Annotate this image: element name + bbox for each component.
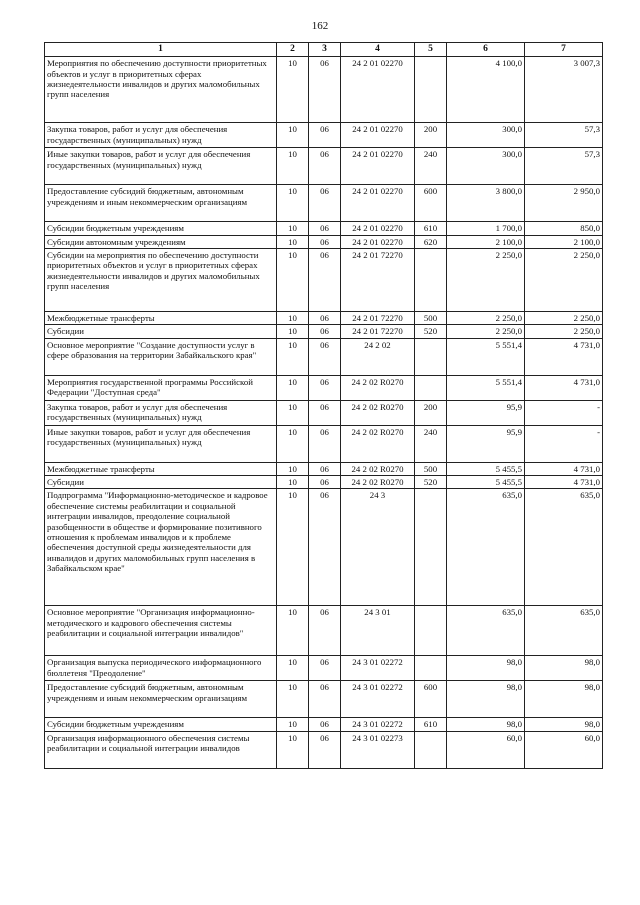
row-target-code-cell: 24 2 02 R0270 bbox=[341, 462, 415, 475]
row-section-cell: 10 bbox=[277, 185, 309, 222]
row-executed-amount-cell: 850,0 bbox=[525, 222, 603, 235]
row-planned-amount-cell: 60,0 bbox=[447, 731, 525, 768]
row-section-cell: 10 bbox=[277, 235, 309, 248]
table-row bbox=[45, 718, 603, 731]
row-executed-amount-cell: 635,0 bbox=[525, 489, 603, 606]
row-section-cell: 10 bbox=[277, 606, 309, 656]
row-planned-amount-cell: 98,0 bbox=[447, 656, 525, 681]
row-section-cell: 10 bbox=[277, 123, 309, 148]
row-expense-type-cell bbox=[415, 489, 447, 606]
row-expense-type-cell: 200 bbox=[415, 123, 447, 148]
column-header: 5 bbox=[415, 43, 447, 57]
row-executed-amount-cell: 2 250,0 bbox=[525, 248, 603, 311]
row-expense-type-cell: 500 bbox=[415, 462, 447, 475]
row-name-cell: Подпрограмма "Информационно-методическое и кадровое обеспечение системы реабилитации и социальной интеграции инвалидов, преодоление социальной разобщенности в обществе и формирование позитивного отношения к проблемам инвалидов и к проблеме обеспечения доступной среды жизнедеятельности для инвалидов и других маломобильных групп населения в Забайкальском крае" bbox=[45, 489, 277, 606]
row-name-cell: Предоставление субсидий бюджетным, автономным учреждениям и иным некоммерческим организациям bbox=[45, 185, 277, 222]
row-section-cell: 10 bbox=[277, 462, 309, 475]
table-row bbox=[45, 606, 603, 656]
row-subsection-cell: 06 bbox=[309, 731, 341, 768]
row-expense-type-cell bbox=[415, 375, 447, 400]
row-target-code-cell: 24 2 01 02270 bbox=[341, 222, 415, 235]
row-subsection-cell: 06 bbox=[309, 148, 341, 185]
row-planned-amount-cell: 2 100,0 bbox=[447, 235, 525, 248]
row-planned-amount-cell: 2 250,0 bbox=[447, 325, 525, 338]
page-number: 162 bbox=[311, 20, 329, 32]
budget-table bbox=[44, 42, 603, 769]
row-executed-amount-cell: 635,0 bbox=[525, 606, 603, 656]
row-planned-amount-cell: 3 800,0 bbox=[447, 185, 525, 222]
table-row bbox=[45, 400, 603, 425]
row-executed-amount-cell: - bbox=[525, 425, 603, 462]
row-name-cell: Основное мероприятие "Создание доступности услуг в сфере образования на территории Забайкальского края" bbox=[45, 338, 277, 375]
row-section-cell: 10 bbox=[277, 476, 309, 489]
row-expense-type-cell: 520 bbox=[415, 325, 447, 338]
row-subsection-cell: 06 bbox=[309, 681, 341, 718]
row-executed-amount-cell: 57,3 bbox=[525, 123, 603, 148]
row-name-cell: Субсидии бюджетным учреждениям bbox=[45, 718, 277, 731]
row-section-cell: 10 bbox=[277, 489, 309, 606]
row-subsection-cell: 06 bbox=[309, 235, 341, 248]
row-target-code-cell: 24 3 01 bbox=[341, 606, 415, 656]
column-header: 2 bbox=[277, 43, 309, 57]
table-row bbox=[45, 148, 603, 185]
row-section-cell: 10 bbox=[277, 731, 309, 768]
row-subsection-cell: 06 bbox=[309, 57, 341, 123]
row-name-cell: Организация информационного обеспечения системы реабилитации и социальной интеграции инвалидов bbox=[45, 731, 277, 768]
row-expense-type-cell: 500 bbox=[415, 311, 447, 324]
row-executed-amount-cell: 57,3 bbox=[525, 148, 603, 185]
row-name-cell: Субсидии на мероприятия по обеспечению доступности приоритетных объектов и услуг в приоритетных сферах жизнедеятельности инвалидов и других маломобильных групп населения bbox=[45, 248, 277, 311]
row-target-code-cell: 24 3 bbox=[341, 489, 415, 606]
row-planned-amount-cell: 300,0 bbox=[447, 148, 525, 185]
row-target-code-cell: 24 2 01 02270 bbox=[341, 235, 415, 248]
row-expense-type-cell bbox=[415, 57, 447, 123]
row-name-cell: Мероприятия по обеспечению доступности приоритетных объектов и услуг в приоритетных сферах жизнедеятельности инвалидов и других маломобильных групп населения bbox=[45, 57, 277, 123]
row-section-cell: 10 bbox=[277, 656, 309, 681]
row-target-code-cell: 24 2 02 R0270 bbox=[341, 375, 415, 400]
column-header: 7 bbox=[525, 43, 603, 57]
row-name-cell: Организация выпуска периодического информационного бюллетеня "Преодоление" bbox=[45, 656, 277, 681]
row-name-cell: Закупка товаров, работ и услуг для обеспечения государственных (муниципальных) нужд bbox=[45, 400, 277, 425]
row-target-code-cell: 24 2 02 R0270 bbox=[341, 476, 415, 489]
row-planned-amount-cell: 5 551,4 bbox=[447, 338, 525, 375]
row-expense-type-cell bbox=[415, 656, 447, 681]
row-subsection-cell: 06 bbox=[309, 400, 341, 425]
row-target-code-cell: 24 3 01 02273 bbox=[341, 731, 415, 768]
row-subsection-cell: 06 bbox=[309, 123, 341, 148]
row-target-code-cell: 24 2 01 72270 bbox=[341, 325, 415, 338]
table-row bbox=[45, 489, 603, 606]
row-executed-amount-cell: 2 100,0 bbox=[525, 235, 603, 248]
row-section-cell: 10 bbox=[277, 248, 309, 311]
row-section-cell: 10 bbox=[277, 400, 309, 425]
row-executed-amount-cell: 60,0 bbox=[525, 731, 603, 768]
row-target-code-cell: 24 2 02 bbox=[341, 338, 415, 375]
row-subsection-cell: 06 bbox=[309, 476, 341, 489]
row-target-code-cell: 24 2 01 02270 bbox=[341, 123, 415, 148]
row-expense-type-cell bbox=[415, 731, 447, 768]
row-planned-amount-cell: 5 551,4 bbox=[447, 375, 525, 400]
row-subsection-cell: 06 bbox=[309, 375, 341, 400]
row-target-code-cell: 24 2 01 02270 bbox=[341, 148, 415, 185]
row-expense-type-cell: 240 bbox=[415, 425, 447, 462]
row-executed-amount-cell: 98,0 bbox=[525, 656, 603, 681]
table-row bbox=[45, 235, 603, 248]
table-row bbox=[45, 57, 603, 123]
row-target-code-cell: 24 2 01 72270 bbox=[341, 311, 415, 324]
row-section-cell: 10 bbox=[277, 222, 309, 235]
row-executed-amount-cell: 2 950,0 bbox=[525, 185, 603, 222]
row-planned-amount-cell: 635,0 bbox=[447, 489, 525, 606]
row-subsection-cell: 06 bbox=[309, 606, 341, 656]
row-expense-type-cell bbox=[415, 248, 447, 311]
row-executed-amount-cell: 2 250,0 bbox=[525, 311, 603, 324]
row-section-cell: 10 bbox=[277, 338, 309, 375]
row-executed-amount-cell: 98,0 bbox=[525, 718, 603, 731]
table-row bbox=[45, 462, 603, 475]
row-name-cell: Предоставление субсидий бюджетным, автономным учреждениям и иным некоммерческим организациям bbox=[45, 681, 277, 718]
row-name-cell: Межбюджетные трансферты bbox=[45, 311, 277, 324]
row-name-cell: Закупка товаров, работ и услуг для обеспечения государственных (муниципальных) нужд bbox=[45, 123, 277, 148]
row-target-code-cell: 24 3 01 02272 bbox=[341, 656, 415, 681]
row-executed-amount-cell: 2 250,0 bbox=[525, 325, 603, 338]
table-row bbox=[45, 681, 603, 718]
column-header: 4 bbox=[341, 43, 415, 57]
row-name-cell: Иные закупки товаров, работ и услуг для обеспечения государственных (муниципальных) нужд bbox=[45, 425, 277, 462]
row-section-cell: 10 bbox=[277, 425, 309, 462]
row-expense-type-cell bbox=[415, 606, 447, 656]
row-section-cell: 10 bbox=[277, 57, 309, 123]
row-target-code-cell: 24 2 01 02270 bbox=[341, 57, 415, 123]
row-subsection-cell: 06 bbox=[309, 311, 341, 324]
row-expense-type-cell: 600 bbox=[415, 185, 447, 222]
table-row bbox=[45, 311, 603, 324]
table-row bbox=[45, 476, 603, 489]
row-subsection-cell: 06 bbox=[309, 325, 341, 338]
row-subsection-cell: 06 bbox=[309, 338, 341, 375]
row-expense-type-cell: 200 bbox=[415, 400, 447, 425]
table-row bbox=[45, 222, 603, 235]
row-planned-amount-cell: 98,0 bbox=[447, 681, 525, 718]
row-name-cell: Основное мероприятие "Организация информационно-методического и кадрового обеспечения системы реабилитации и социальной интеграции инвалидов" bbox=[45, 606, 277, 656]
table-row bbox=[45, 325, 603, 338]
row-planned-amount-cell: 5 455,5 bbox=[447, 462, 525, 475]
row-expense-type-cell: 600 bbox=[415, 681, 447, 718]
column-header: 1 bbox=[45, 43, 277, 57]
row-planned-amount-cell: 635,0 bbox=[447, 606, 525, 656]
table-row bbox=[45, 425, 603, 462]
row-executed-amount-cell: 4 731,0 bbox=[525, 338, 603, 375]
table-row bbox=[45, 123, 603, 148]
row-section-cell: 10 bbox=[277, 718, 309, 731]
row-executed-amount-cell: - bbox=[525, 400, 603, 425]
row-subsection-cell: 06 bbox=[309, 462, 341, 475]
row-planned-amount-cell: 2 250,0 bbox=[447, 311, 525, 324]
row-target-code-cell: 24 2 01 72270 bbox=[341, 248, 415, 311]
table-header-row bbox=[45, 43, 603, 57]
row-name-cell: Межбюджетные трансферты bbox=[45, 462, 277, 475]
row-planned-amount-cell: 300,0 bbox=[447, 123, 525, 148]
row-subsection-cell: 06 bbox=[309, 222, 341, 235]
row-section-cell: 10 bbox=[277, 375, 309, 400]
row-subsection-cell: 06 bbox=[309, 425, 341, 462]
row-subsection-cell: 06 bbox=[309, 248, 341, 311]
row-subsection-cell: 06 bbox=[309, 718, 341, 731]
row-section-cell: 10 bbox=[277, 311, 309, 324]
row-executed-amount-cell: 98,0 bbox=[525, 681, 603, 718]
table-row bbox=[45, 248, 603, 311]
row-expense-type-cell: 620 bbox=[415, 235, 447, 248]
row-name-cell: Субсидии бюджетным учреждениям bbox=[45, 222, 277, 235]
row-executed-amount-cell: 3 007,3 bbox=[525, 57, 603, 123]
row-name-cell: Иные закупки товаров, работ и услуг для обеспечения государственных (муниципальных) нужд bbox=[45, 148, 277, 185]
row-subsection-cell: 06 bbox=[309, 656, 341, 681]
row-target-code-cell: 24 2 01 02270 bbox=[341, 185, 415, 222]
row-executed-amount-cell: 4 731,0 bbox=[525, 476, 603, 489]
table-row bbox=[45, 375, 603, 400]
row-target-code-cell: 24 3 01 02272 bbox=[341, 718, 415, 731]
row-name-cell: Субсидии bbox=[45, 476, 277, 489]
row-planned-amount-cell: 4 100,0 bbox=[447, 57, 525, 123]
row-planned-amount-cell: 95,9 bbox=[447, 425, 525, 462]
row-expense-type-cell: 610 bbox=[415, 718, 447, 731]
row-subsection-cell: 06 bbox=[309, 185, 341, 222]
row-planned-amount-cell: 2 250,0 bbox=[447, 248, 525, 311]
row-target-code-cell: 24 3 01 02272 bbox=[341, 681, 415, 718]
row-target-code-cell: 24 2 02 R0270 bbox=[341, 425, 415, 462]
row-expense-type-cell bbox=[415, 338, 447, 375]
table-row bbox=[45, 731, 603, 768]
row-expense-type-cell: 610 bbox=[415, 222, 447, 235]
row-section-cell: 10 bbox=[277, 681, 309, 718]
table-row bbox=[45, 656, 603, 681]
row-target-code-cell: 24 2 02 R0270 bbox=[341, 400, 415, 425]
row-expense-type-cell: 240 bbox=[415, 148, 447, 185]
row-planned-amount-cell: 5 455,5 bbox=[447, 476, 525, 489]
row-executed-amount-cell: 4 731,0 bbox=[525, 462, 603, 475]
table-row bbox=[45, 185, 603, 222]
row-executed-amount-cell: 4 731,0 bbox=[525, 375, 603, 400]
row-planned-amount-cell: 1 700,0 bbox=[447, 222, 525, 235]
table-row bbox=[45, 338, 603, 375]
column-header: 3 bbox=[309, 43, 341, 57]
row-subsection-cell: 06 bbox=[309, 489, 341, 606]
row-name-cell: Мероприятия государственной программы Российской Федерации "Доступная среда" bbox=[45, 375, 277, 400]
row-section-cell: 10 bbox=[277, 148, 309, 185]
row-planned-amount-cell: 95,9 bbox=[447, 400, 525, 425]
row-section-cell: 10 bbox=[277, 325, 309, 338]
row-expense-type-cell: 520 bbox=[415, 476, 447, 489]
row-name-cell: Субсидии bbox=[45, 325, 277, 338]
row-name-cell: Субсидии автономным учреждениям bbox=[45, 235, 277, 248]
row-planned-amount-cell: 98,0 bbox=[447, 718, 525, 731]
column-header: 6 bbox=[447, 43, 525, 57]
